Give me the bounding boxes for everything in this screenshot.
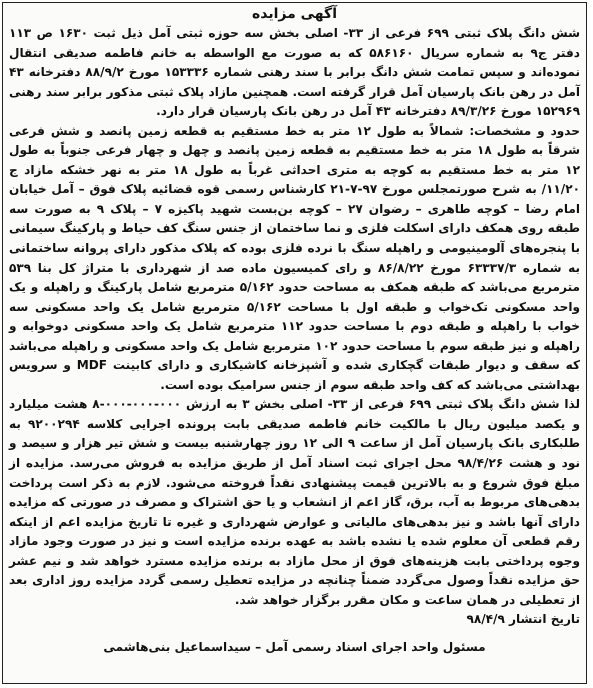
publish-date: تاریخ انتشار ۹۸/۴/۹	[466, 612, 580, 627]
auction-notice	[2, 2, 587, 684]
notice-paragraph-specifications: حدود و مشخصات: شمالاً به طول ۱۲ متر به خط مستقیم به قطعه زمین پانصد و شش فرعی شرقاً به طول ۱۸ متر به خط مستقیم به قطعه زمین پانصد و چهل و چهار فرعی جنوباً به طول ۱۲ متر به خط مستقیم به کوچه به متری احداثی غرباً به طول ۱۸ متر به نهر خشکه مازاد ج ۱۱/۲۰/ به شرح صورتمجلس مورخ ۹۷-۷-۲۱ کارشناس رسمی قوه قضائیه پلاک فوق – آمل خیابان امام رضا – کوچه طاهری – رضوان ۲۷ – کوچه بن‌بست شهید پاکیزه ۷ – پلاک ۹ به صورت سه طبقه روی همکف دارای اسکلت فلزی و نما ساختمان از جنس سنگ کف حیاط و پارکینگ سیمانی با پنجره‌های آلومینیومی و راهپله سنگ با نرده فلزی بوده که پلاک مذکور دارای پروانه ساختمانی به شماره ۶۳۳۳۷/۳ مورخ ۸۶/۸/۲۲ و رای کمیسیون ماده صد از شهرداری با متراژ کل بنا ۵۳۹ مترمربع می‌باشد که طبقه همکف به مساحت حدود ۵/۱۶۲ مترمربع شامل پارکینگ و راهپله و یک واحد مسکونی تک‌خواب و طبقه اول با مساحت ۵/۱۶۲ مترمربع شامل یک واحد مسکونی سه خواب با راهپله و طبقه دوم با مساحت حدود ۱۱۲ مترمربع شامل یک واحد مسکونی دوخوابه و راهپله و نیز طبقه سوم با مساحت حدود ۱۰۲ مترمربع شامل یک واحد مسکونی و راهپله می‌باشد که سقف و دیوار طبقات گچکاری شده و آشپزخانه کاشیکاری و دارای کابینت MDF و سرویس بهداشتی می‌باشد که کف واحد طبقه سوم از جنس سرامیک بوده است.	[9, 123, 581, 392]
notice-body	[9, 24, 580, 630]
notice-title: آگهی مزایده	[251, 6, 337, 22]
notice-paragraph-property: شش دانگ پلاک ثبتی ۶۹۹ فرعی از ۳۳- اصلی بخش سه حوزه ثبتی آمل ذیل ثبت ۱۶۳۰ ص ۱۱۳ دفتر ج۹ به شماره سریال ۵۸۶۱۶۰ که به صورت مع الواسطه به خانم فاطمه صدیقی انتقال نموده‌اند و سپس تمامت شش دانگ برابر با سند رهنی شماره ۱۵۳۳۳۶ مورخ ۸۸/۹/۲ دفترخانه ۴۳ آمل در رهن بانک پارسیان آمل قرار گرفته است. همچنین مازاد پلاک ثبتی مذکور برابر سند رهنی ۱۵۲۹۶۹ مورخ ۸۹/۳/۲۶ دفترخانه ۴۳ آمل در رهن بانک پارسیان قرار دارد.	[9, 26, 581, 119]
signature-line: مسئول واحد اجرای اسناد رسمی آمل – سیداسماعیل بنی‌هاشمی	[103, 639, 486, 654]
notice-paragraph-auction-terms: لذا شش دانگ پلاک ثبتی ۶۹۹ فرعی از ۳۳- اصلی بخش ۳ به ارزش ۰۰۰-۰۰۰-۰۰۰-۸ هشت میلیارد و یکصد میلیون ریال با مالکیت خانم فاطمه صدیقی بابت پرونده اجرایی کلاسه ۹۲۰۰۲۹۴ به طلبکاری بانک پارسیان آمل از ساعت ۹ الی ۱۲ روز چهارشنبه بیست و شش تیر هزار و سیصد و نود و هشت ۹۸/۴/۲۶ محل اجرای ثبت اسناد آمل از طریق مزایده به فروش می‌رسد. مزایده از مبلغ فوق شروع و به بالاترین قیمت پیشنهادی نقداً فروخته می‌شود. لازم به ذکر است پرداخت بدهی‌های مربوط به آب، برق، گاز اعم از انشعاب و یا حق اشتراک و مصرف در صورتی که مزایده دارای آنها باشد و نیز بدهی‌های مالیاتی و عوارض شهرداری و غیره تا تاریخ مزایده اعم از اینکه رقم قطعی آن معلوم شده یا نشده باشد به عهده برنده مزایده است و نیز در صورت وجود مازاد وجوه پرداختی بابت هزینه‌های فوق از محل مازاد به برنده مزایده مسترد خواهد شد و نیم عشر حق مزایده نقداً وصول می‌گردد ضمناً چنانچه در مزایده تعطیل رسمی گردد مزایده روز اداری بعد از تعطیلی در همان ساعت و مکان مقرر برگزار خواهد شد.	[9, 397, 580, 607]
